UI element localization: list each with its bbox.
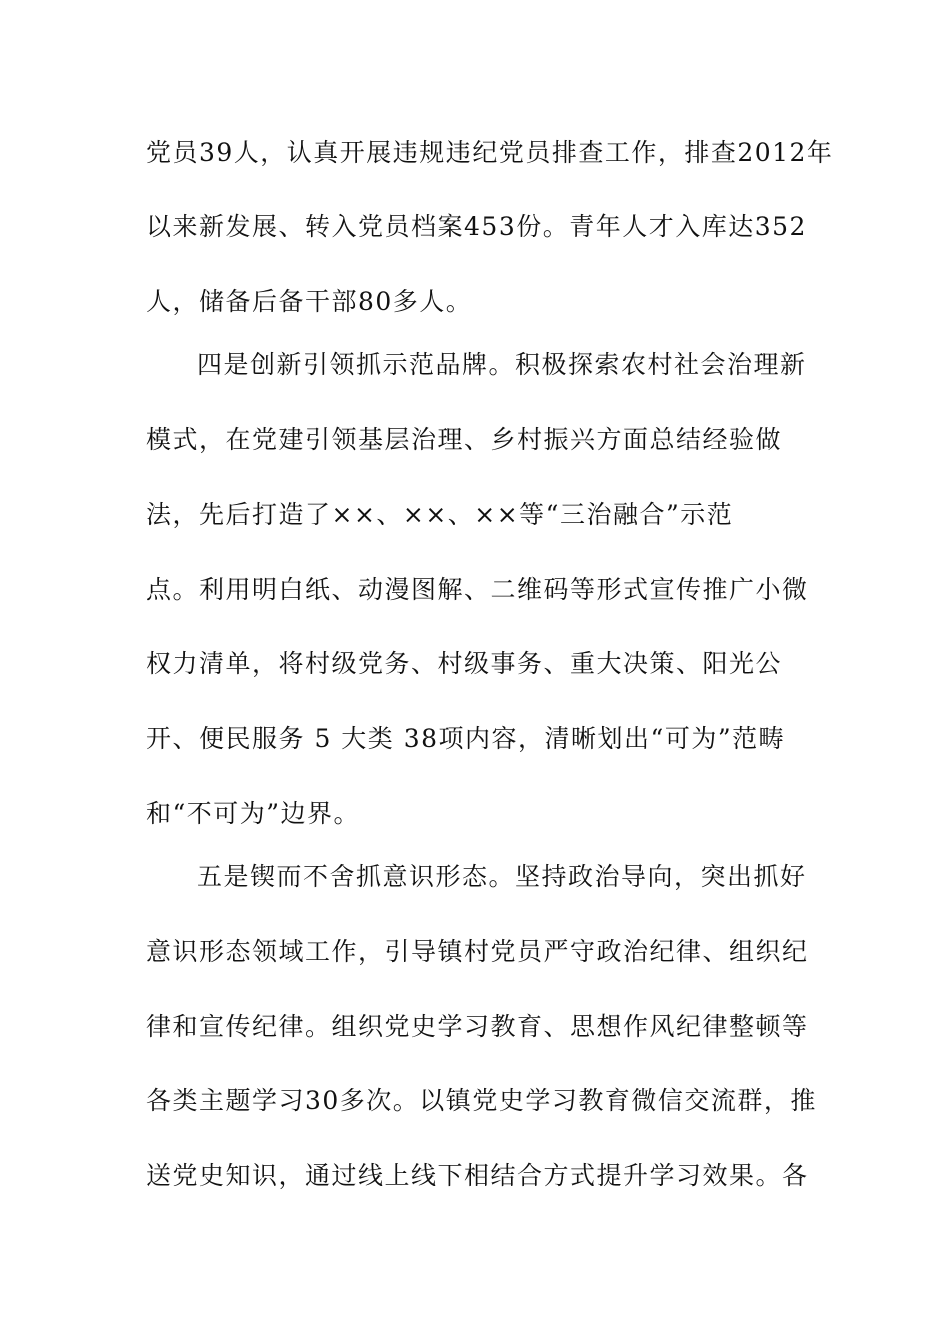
text-line-9: 开、便民服务 5 大类 38项内容，清晰划出“可为”范畴 [146,724,786,753]
text-line-1: 党员39人，认真开展违规违纪党员排查工作，排查2012年 [146,138,834,167]
text-line-12: 意识形态领域工作，引导镇村党员严守政治纪律、组织纪 [146,937,809,966]
text-line-14: 各类主题学习30多次。以镇党史学习教育微信交流群，推 [146,1086,817,1115]
text-line-2: 以来新发展、转入党员档案453份。青年人才入库达352 [146,212,807,241]
text-line-3: 人，储备后备干部80多人。 [146,287,473,316]
text-line-6: 法，先后打造了××、××、××等“三治融合”示范 [146,500,734,529]
text-line-8: 权力清单，将村级党务、村级事务、重大决策、阳光公 [146,649,783,678]
text-line-5: 模式，在党建引领基层治理、乡村振兴方面总结经验做 [146,425,783,454]
text-line-10: 和“不可为”边界。 [146,799,361,828]
text-line-7: 点。利用明白纸、动漫图解、二维码等形式宣传推广小微 [146,575,809,604]
text-line-15: 送党史知识，通过线上线下相结合方式提升学习效果。各 [146,1161,809,1190]
paragraph-five-first-line: 五是锲而不舍抓意识形态。坚持政治导向，突出抓好 [197,862,807,891]
text-line-13: 律和宣传纪律。组织党史学习教育、思想作风纪律整顿等 [146,1012,809,1041]
paragraph-four-first-line: 四是创新引领抓示范品牌。积极探索农村社会治理新 [197,350,807,379]
